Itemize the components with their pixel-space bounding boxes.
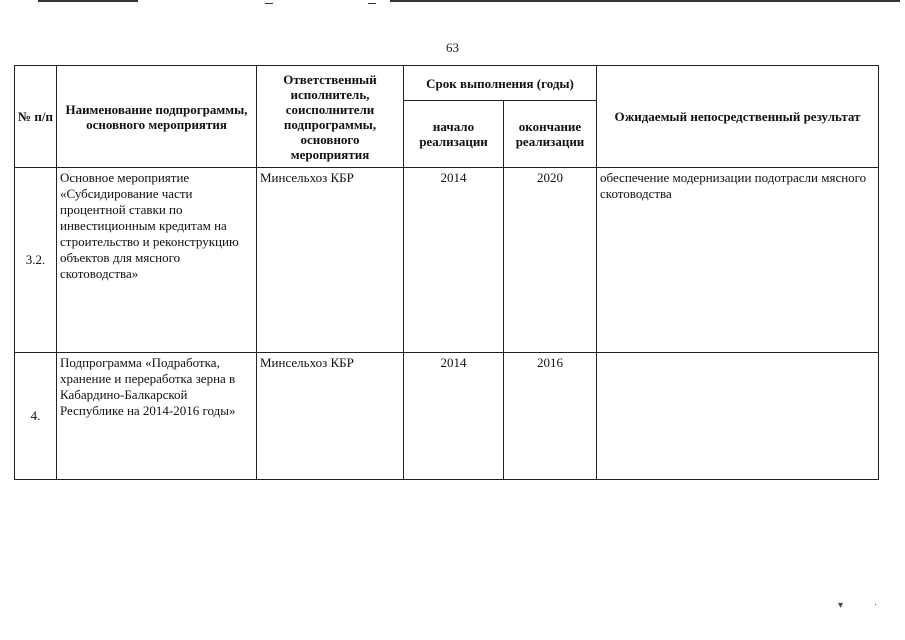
header-start: начало реализации [404, 101, 504, 168]
row-start-year: 2014 [404, 353, 504, 480]
scan-speck: · [874, 600, 878, 611]
header-end: окончание реализации [504, 101, 597, 168]
row-start-year: 2014 [404, 168, 504, 353]
row-result: обеспечение модернизации подотрасли мясного скотоводства [597, 168, 879, 353]
row-name: Подпрограмма «Подработка, хранение и переработка зерна в Кабардино-Балкарской Республике на 2014-2016 годы» [57, 353, 257, 480]
row-number: 3.2. [15, 168, 57, 353]
header-period: Срок выполнения (годы) [404, 66, 597, 101]
row-name: Основное мероприятие «Субсидирование части процентной ставки по инвестиционным кредитам на строительство и реконструкцию объектов для мясного скотоводства» [57, 168, 257, 353]
row-number: 4. [15, 353, 57, 480]
program-activities-table [14, 65, 879, 480]
row-responsible: Минсельхоз КБР [257, 168, 404, 353]
top-edge-rule [38, 0, 138, 2]
row-result [597, 353, 879, 480]
header-responsible: Ответственный исполнитель, соисполнители подпрограммы, основного мероприятия [257, 66, 404, 168]
page-number: 63 [446, 40, 459, 55]
header-result: Ожидаемый непосредственный результат [597, 66, 879, 168]
top-edge-rule [390, 0, 900, 2]
table-row [15, 168, 879, 353]
row-responsible: Минсельхоз КБР [257, 353, 404, 480]
header-name: Наименование подпрограммы, основного мероприятия [57, 66, 257, 168]
row-end-year: 2016 [504, 353, 597, 480]
scan-speck: ▾ [838, 600, 844, 611]
table-row [15, 353, 879, 480]
top-edge-mark [265, 3, 273, 4]
top-edge-mark [368, 3, 376, 4]
header-num: № п/п [15, 66, 57, 168]
table-header-row [15, 66, 879, 101]
row-end-year: 2020 [504, 168, 597, 353]
